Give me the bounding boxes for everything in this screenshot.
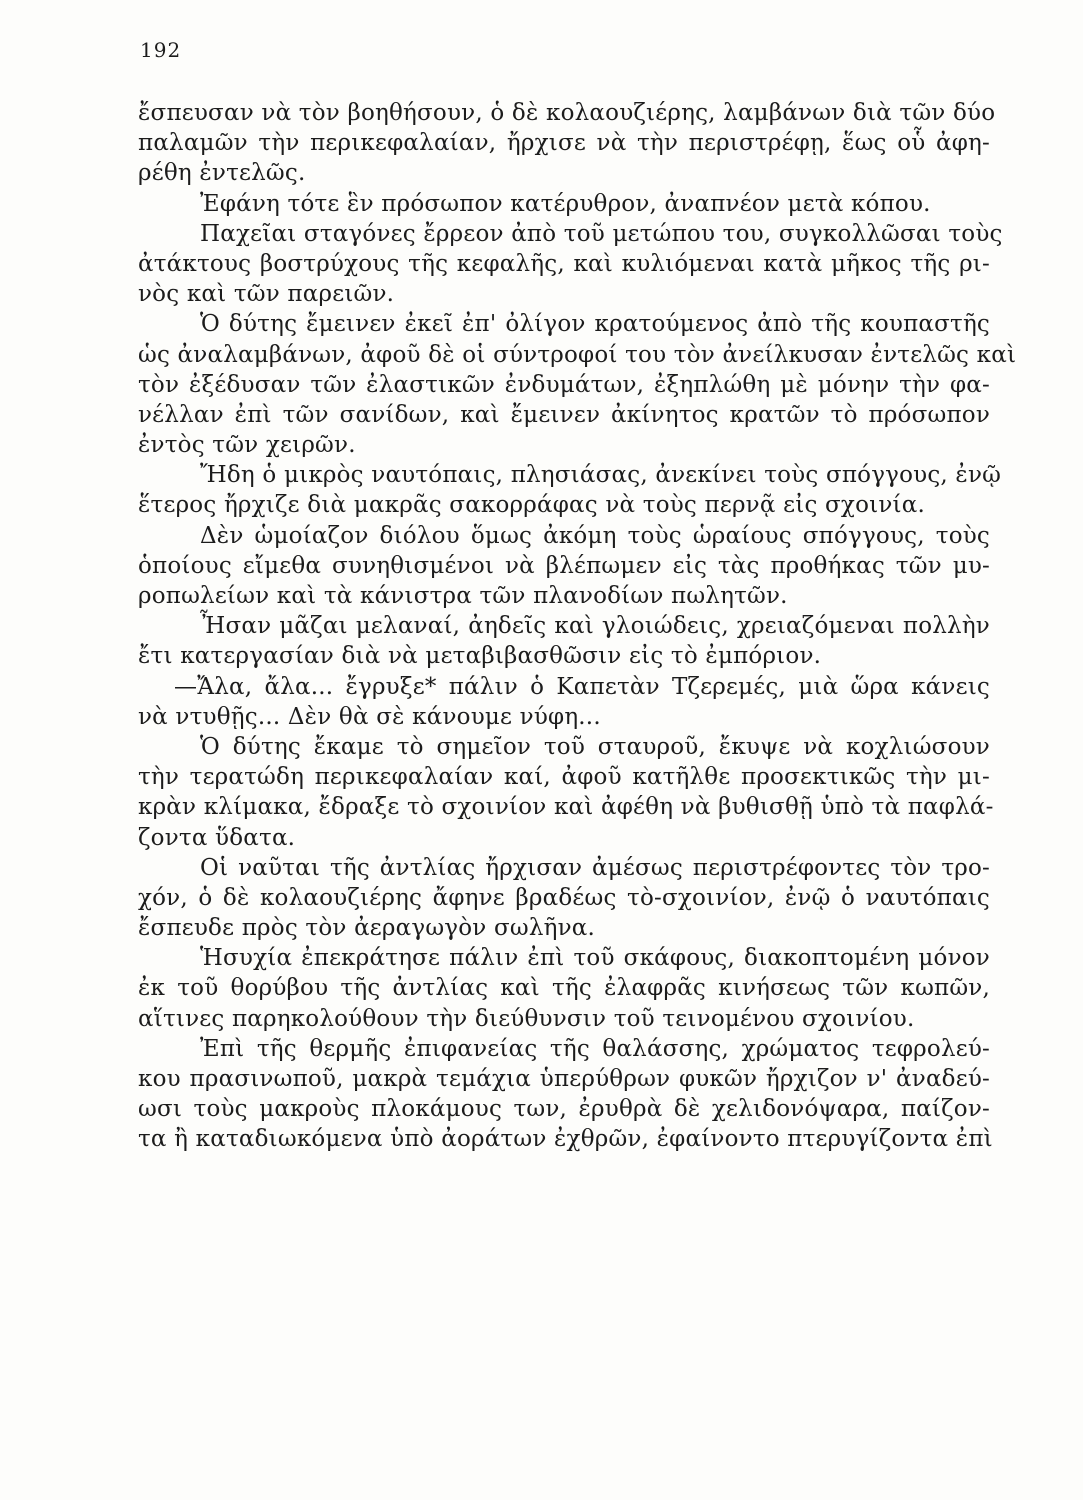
text-line: ροπωλείων καὶ τὰ κάνιστρα τῶν πλανοδίων πωλητῶν. (138, 583, 788, 609)
text-line: Ἐφάνη τότε ἓν πρόσωπον κατέρυθρον, ἀναπνέον μετὰ κόπου. (200, 190, 931, 217)
text-line: Ὁ δύτης ἔκαμε τὸ σημεῖον τοῦ σταυροῦ, ἔκυψε νὰ κοχλιώσουν (200, 733, 990, 760)
text-line: κρὰν κλίμακα, ἔδραξε τὸ σχοινίον καὶ ἀφέθη νὰ βυθισθῇ ὑπὸ τὰ παφλά- (138, 794, 994, 821)
text-line: χόν, ὁ δὲ κολαουζιέρης ἄφηνε βραδέως τὸ-σχοινίον, ἐνῷ ὁ ναυτόπαις (138, 884, 990, 911)
text-line: αἵτινες παρηκολούθουν τὴν διεύθυνσιν τοῦ τεινομένου σχοινίου. (138, 1005, 915, 1032)
text-line: νὸς καὶ τῶν παρειῶν. (138, 281, 395, 308)
text-line: Ὁ δύτης ἔμεινεν ἐκεῖ ἐπ' ὀλίγον κρατούμενος ἀπὸ τῆς κουπαστῆς (200, 311, 990, 338)
text-line: ἐντὸς τῶν χειρῶν. (138, 432, 356, 459)
text-line: Δὲν ὡμοίαζον διόλου ὅμως ἀκόμη τοὺς ὡραίους σπόγγους, τοὺς (200, 522, 990, 549)
text-line: —Ἄλα, ἄλα... ἔγρυξε* πάλιν ὁ Καπετὰν Τζερεμές, μιὰ ὥρα κάνεις (174, 673, 990, 700)
text-line: παλαμῶν τὴν περικεφαλαίαν, ἤρχισε νὰ τὴν περιστρέφῃ, ἕως οὗ ἀφη- (138, 130, 990, 157)
text-line: ὡς ἀναλαμβάνων, ἀφοῦ δὲ οἱ σύντροφοί του τὸν ἀνείλκυσαν ἐντελῶς καὶ (138, 341, 1017, 368)
text-line: ωσι τοὺς μακροὺς πλοκάμους των, ἐρυθρὰ δὲ χελιδονόψαρα, παίζον- (138, 1096, 990, 1123)
text-line: ἔσπευσαν νὰ τὸν βοηθήσουν, ὁ δὲ κολαουζιέρης, λαμβάνων διὰ τῶν δύο (138, 100, 996, 126)
text-line: ἕτερος ἤρχιζε διὰ μακρᾶς σακορράφας νὰ τοὺς περνᾷ εἰς σχοινία. (138, 492, 925, 519)
text-line: Ἐπὶ τῆς θερμῆς ἐπιφανείας τῆς θαλάσσης, χρώματος τεφρολεύ- (200, 1035, 990, 1062)
text-line: τὸν ἐξέδυσαν τῶν ἐλαστικῶν ἐνδυμάτων, ἐξηπλώθη μὲ μόνην τὴν φα- (138, 371, 990, 398)
text-line: Ἤδη ὁ μικρὸς ναυτόπαις, πλησιάσας, ἀνεκίνει τοὺς σπόγγους, ἐνῷ (200, 462, 1002, 489)
text-line: ἔτι κατεργασίαν διὰ νὰ μεταβιβασθῶσιν εἰς τὸ ἐμπόριον. (138, 643, 822, 670)
text-line: τα ἢ καταδιωκόμενα ὑπὸ ἀοράτων ἐχθρῶν, ἐφαίνοντο πτερυγίζοντα ἐπὶ (138, 1126, 993, 1153)
text-line: νὰ ντυθῇς... Δὲν θὰ σὲ κάνουμε νύφη... (138, 703, 601, 730)
text-line: ἀτάκτους βοστρύχους τῆς κεφαλῆς, καὶ κυλιόμεναι κατὰ μῆκος τῆς ρι- (138, 250, 990, 277)
text-line: Παχεῖαι σταγόνες ἔρρεον ἀπὸ τοῦ μετώπου του, συγκολλῶσαι τοὺς (200, 220, 1003, 247)
text-line: κου πρασινωποῦ, μακρὰ τεμάχια ὑπερύθρων φυκῶν ἤρχιζον ν' ἀναδεύ- (138, 1066, 990, 1092)
text-line: Ἦσαν μᾶζαι μελαναί, ἀηδεῖς καὶ γλοιώδεις, χρειαζόμεναι πολλὴν (200, 613, 990, 640)
text-line: Οἱ ναῦται τῆς ἀντλίας ἤρχισαν ἀμέσως περιστρέφοντες τὸν τρο- (200, 854, 990, 881)
text-line: ὁποίους εἴμεθα συνηθισμένοι νὰ βλέπωμεν εἰς τὰς προθήκας τῶν μυ- (138, 552, 990, 579)
body-text (138, 98, 1017, 1155)
text-line: Ἡσυχία ἐπεκράτησε πάλιν ἐπὶ τοῦ σκάφους, διακοπτομένη μόνον (200, 945, 990, 972)
text-line: ρέθη ἐντελῶς. (138, 160, 306, 187)
text-line: ζοντα ὕδατα. (138, 824, 296, 851)
text-line: ἐκ τοῦ θορύβου τῆς ἀντλίας καὶ τῆς ἐλαφρᾶς κινήσεως τῶν κωπῶν, (138, 975, 990, 1002)
text-line: νέλλαν ἐπὶ τῶν σανίδων, καὶ ἔμεινεν ἀκίνητος κρατῶν τὸ πρόσωπον (138, 401, 990, 428)
text-line: ἔσπευδε πρὸς τὸν ἀεραγωγὸν σωλῆνα. (138, 915, 595, 942)
text-line: τὴν τερατώδη περικεφαλαίαν καί, ἀφοῦ κατῆλθε προσεκτικῶς τὴν μι- (138, 764, 990, 791)
page-number: 192 (140, 38, 182, 62)
